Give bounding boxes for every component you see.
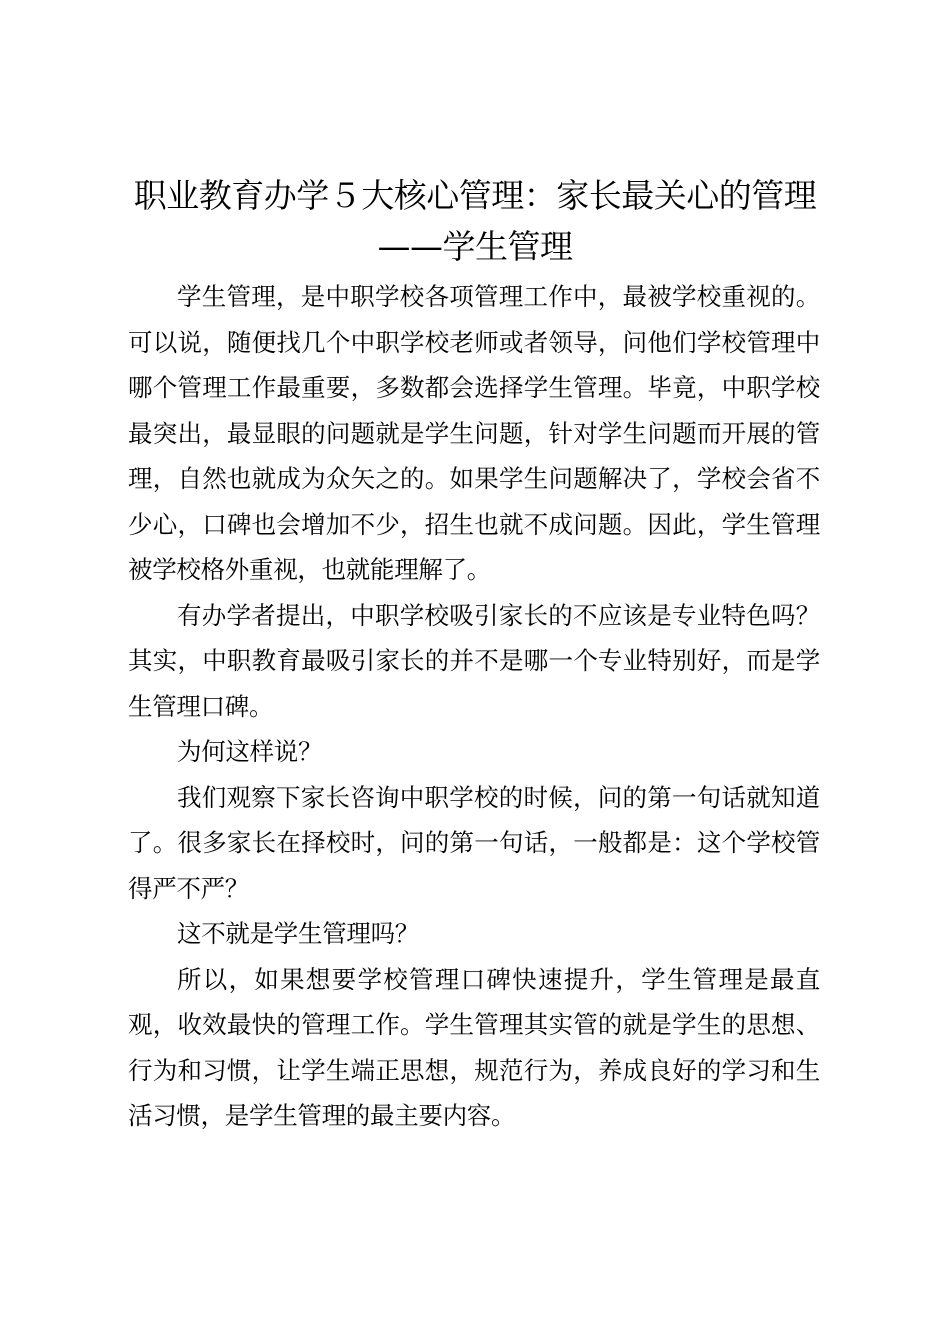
paragraph: 我们观察下家长咨询中职学校的时候，问的第一句话就知道了。很多家长在择校时，问的第一句话，一般都是：这个学校管得严不严？	[128, 782, 820, 903]
document-body	[128, 274, 820, 1139]
paragraph: 有办学者提出，中职学校吸引家长的不应该是专业特色吗？其实，中职教育最吸引家长的并不是哪一个专业特别好，而是学生管理口碑。	[128, 600, 820, 721]
paragraph: 所以，如果想要学校管理口碑快速提升，学生管理是最直观，收效最快的管理工作。学生管理其实管的就是学生的思想、行为和习惯，让学生端正思想，规范行为，养成良好的学习和生活习惯，是学生管理的最主要内容。	[128, 964, 820, 1130]
paragraph: 学生管理，是中职学校各项管理工作中，最被学校重视的。可以说，随便找几个中职学校老师或者领导，问他们学校管理中哪个管理工作最重要，多数都会选择学生管理。毕竟，中职学校最突出，最显眼的问题就是学生问题，针对学生问题而开展的管理，自然也就成为众矢之的。如果学生问题解决了，学校会省不少心，口碑也会增加不少，招生也就不成问题。因此，学生管理被学校格外重视，也就能理解了。	[128, 282, 820, 584]
document-title: 职业教育办学５大核心管理：家长最关心的管理——学生管理	[133, 176, 817, 266]
paragraph: 这不就是学生管理吗？	[177, 919, 419, 948]
paragraph: 为何这样说？	[177, 737, 323, 766]
